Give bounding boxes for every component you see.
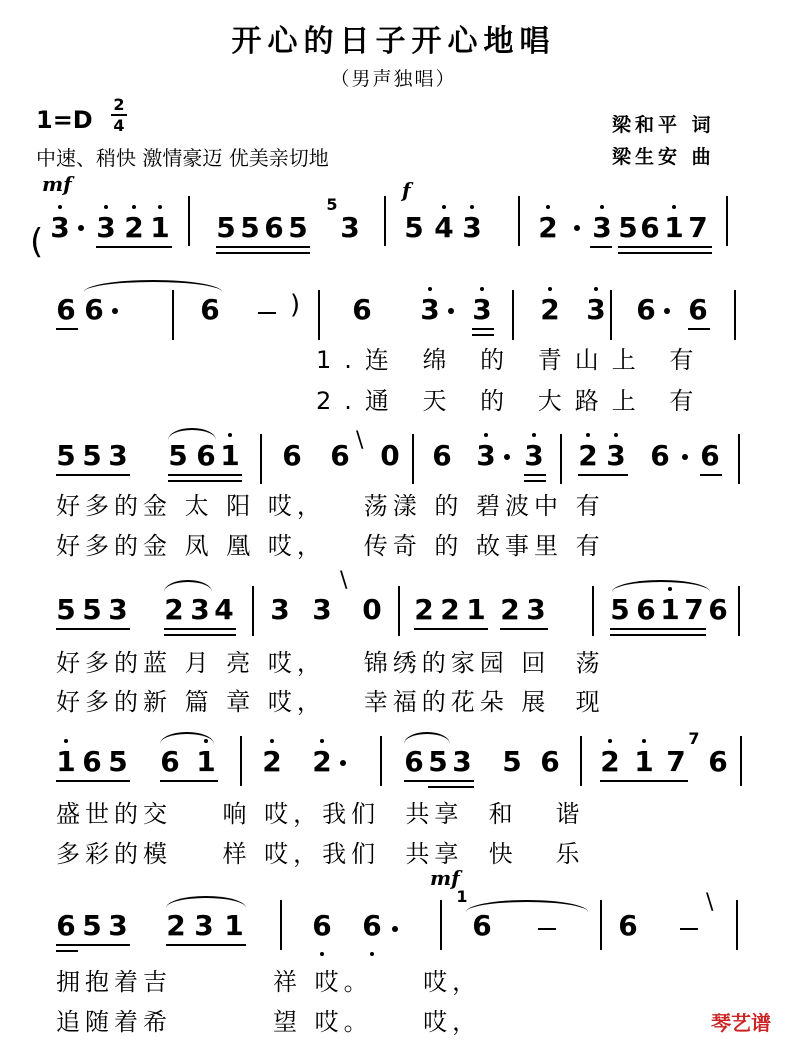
note: 5 xyxy=(108,745,128,778)
lyrics-row5-verse2: 多彩的模 样 哎，我们 共享 快 乐 xyxy=(56,840,585,868)
note: 5 xyxy=(610,593,630,626)
note: 3 xyxy=(592,211,612,244)
note: 6 xyxy=(700,439,720,472)
beam-underline xyxy=(610,628,706,630)
barline xyxy=(736,900,738,950)
note: 3 xyxy=(270,593,290,626)
note: 2 xyxy=(538,211,558,244)
note: 6 xyxy=(688,293,708,326)
note: 6 xyxy=(200,293,220,326)
barline xyxy=(580,736,582,786)
note: 1 xyxy=(660,593,680,626)
note: 1 xyxy=(150,211,170,244)
slur xyxy=(84,280,222,292)
note: 6 xyxy=(472,909,492,942)
beam-underline xyxy=(610,634,706,636)
dynamic-mf: mf xyxy=(42,172,72,196)
note: 6 xyxy=(160,745,180,778)
beam-underline xyxy=(216,246,310,248)
beam-underline xyxy=(56,950,78,952)
song-title: 开心的日子开心地唱 xyxy=(231,24,556,59)
beam-underline xyxy=(56,780,130,782)
slur xyxy=(164,580,212,592)
note: 6 xyxy=(196,439,216,472)
note: 5 xyxy=(288,211,308,244)
barline xyxy=(384,196,386,246)
lyrics-row4-verse2: 好多的新 篇 章 哎， 幸福的花朵 展 现 xyxy=(56,688,605,716)
note: 6 xyxy=(56,293,76,326)
note: 3 xyxy=(524,439,544,472)
augmentation-dot xyxy=(448,308,454,314)
note: 1 xyxy=(466,593,486,626)
breath-mark: \ xyxy=(356,428,364,453)
beam-underline xyxy=(472,328,494,330)
time-sig-top: 2 xyxy=(113,95,125,114)
note: 6 xyxy=(636,593,656,626)
barline xyxy=(738,586,740,636)
beam-underline xyxy=(160,780,218,782)
beam-underline xyxy=(700,474,722,476)
beam-underline xyxy=(164,634,236,636)
barline xyxy=(512,290,514,340)
note: 5 xyxy=(240,211,260,244)
barline xyxy=(280,900,282,950)
lyrics-row3-verse2: 好多的金 凤 凰 哎， 传奇 的 故事里 有 xyxy=(56,532,605,560)
augmentation-dot xyxy=(78,225,84,231)
note: 2 xyxy=(440,593,460,626)
note: 6 xyxy=(404,745,424,778)
note: 0 xyxy=(362,593,382,626)
time-sig-bottom: 4 xyxy=(113,116,125,135)
note: 4 xyxy=(214,593,234,626)
note: 6 xyxy=(618,909,638,942)
note: 3 xyxy=(452,745,472,778)
note: 7 xyxy=(666,745,686,778)
barline xyxy=(240,736,242,786)
beam-underline xyxy=(414,628,488,630)
dash xyxy=(538,928,556,930)
note: 3 xyxy=(586,293,606,326)
note: 6 xyxy=(282,439,302,472)
note: 5 xyxy=(168,439,188,472)
beam-underline xyxy=(618,252,712,254)
note: 5 xyxy=(56,439,76,472)
song-subtitle: （男声独唱） xyxy=(330,68,457,90)
breath-mark: \ xyxy=(706,890,714,915)
note: 3 xyxy=(108,439,128,472)
note: 6 xyxy=(650,439,670,472)
note: 7 xyxy=(684,593,704,626)
note: 6 xyxy=(84,293,104,326)
note: 1 xyxy=(220,439,240,472)
augmentation-dot xyxy=(504,454,510,460)
note: 2 xyxy=(166,909,186,942)
note: 6 xyxy=(352,293,372,326)
note: 2 xyxy=(414,593,434,626)
site-logo: 琴艺谱 xyxy=(711,1011,771,1035)
slur xyxy=(166,896,246,908)
barline xyxy=(412,434,414,484)
dash xyxy=(258,312,276,314)
close-paren: ) xyxy=(290,290,301,320)
beam-underline xyxy=(472,334,494,336)
open-paren: ( xyxy=(30,222,44,262)
lyrics-row5-verse1: 盛世的交 响 哎，我们 共享 和 谐 xyxy=(56,800,585,828)
note: 2 xyxy=(600,745,620,778)
breath-mark: \ xyxy=(340,568,348,593)
note: 1 xyxy=(56,745,76,778)
beam-underline xyxy=(56,628,130,630)
barline xyxy=(260,434,262,484)
note: 3 xyxy=(108,909,128,942)
beam-underline xyxy=(524,480,546,482)
lyrics-row4-verse1: 好多的蓝 月 亮 哎， 锦绣的家园 回 荡 xyxy=(56,649,605,677)
barline xyxy=(172,290,174,340)
dynamic-f: f xyxy=(402,178,411,202)
note: 2 xyxy=(578,439,598,472)
barline xyxy=(560,434,562,484)
note: 2 xyxy=(500,593,520,626)
note: 5 xyxy=(428,745,448,778)
note: 6 xyxy=(432,439,452,472)
note: 6 xyxy=(82,745,102,778)
note: 2 xyxy=(262,745,282,778)
note: 6 xyxy=(330,439,350,472)
note: 6 xyxy=(708,745,728,778)
beam-underline xyxy=(164,628,236,630)
note: 2 xyxy=(124,211,144,244)
barline xyxy=(738,434,740,484)
grace-note: 5 xyxy=(326,195,338,214)
beam-underline xyxy=(688,328,710,330)
beam-underline xyxy=(166,944,246,946)
augmentation-dot xyxy=(574,225,580,231)
note: 5 xyxy=(502,745,522,778)
lyrics-row6-verse2: 追随着希 望 哎。 哎， xyxy=(56,1008,482,1036)
note: 1 xyxy=(664,211,684,244)
dash xyxy=(680,928,698,930)
composer-credit: 梁生安 曲 xyxy=(612,146,715,168)
slur xyxy=(612,580,710,592)
barline xyxy=(726,196,728,246)
beam-underline xyxy=(578,474,628,476)
dynamic-mf-2: mf xyxy=(430,866,460,890)
note: 1 xyxy=(196,745,216,778)
barline xyxy=(600,900,602,950)
lyrics-row2-verse2: 2.通 天 的 大路上 有 xyxy=(316,387,707,415)
note: 1 xyxy=(224,909,244,942)
note: 3 xyxy=(462,211,482,244)
time-signature xyxy=(111,96,127,134)
note: 3 xyxy=(476,439,496,472)
note: 6 xyxy=(56,909,76,942)
note: 6 xyxy=(636,293,656,326)
beam-underline xyxy=(404,780,474,782)
augmentation-dot xyxy=(682,454,688,460)
note: 5 xyxy=(404,211,424,244)
note: 3 xyxy=(606,439,626,472)
note: 3 xyxy=(312,593,332,626)
note: 3 xyxy=(340,211,360,244)
beam-underline xyxy=(56,944,130,946)
barline xyxy=(318,290,320,340)
slur xyxy=(160,732,214,744)
barline xyxy=(734,290,736,340)
slur xyxy=(404,732,450,744)
beam-underline xyxy=(618,246,712,248)
barline xyxy=(398,586,400,636)
note: 5 xyxy=(216,211,236,244)
note: 5 xyxy=(618,211,638,244)
lyricist-credit: 梁和平 词 xyxy=(612,114,715,136)
barline xyxy=(518,196,520,246)
beam-underline xyxy=(590,246,612,248)
note: 3 xyxy=(526,593,546,626)
barline xyxy=(740,736,742,786)
barline xyxy=(592,586,594,636)
note: 2 xyxy=(164,593,184,626)
slur xyxy=(466,900,588,912)
note: 5 xyxy=(82,909,102,942)
beam-underline xyxy=(216,252,310,254)
barline xyxy=(440,900,442,950)
note: 7 xyxy=(688,211,708,244)
augmentation-dot xyxy=(392,926,398,932)
beam-underline xyxy=(428,786,474,788)
note: 5 xyxy=(82,593,102,626)
note: 6 xyxy=(362,909,382,942)
lyrics-row6-verse1: 拥抱着吉 祥 哎。 哎， xyxy=(56,968,482,996)
note: 2 xyxy=(540,293,560,326)
beam-underline xyxy=(600,780,688,782)
note: 3 xyxy=(108,593,128,626)
augmentation-dot xyxy=(112,308,118,314)
note: 6 xyxy=(540,745,560,778)
note: 3 xyxy=(190,593,210,626)
note: 4 xyxy=(434,211,454,244)
augmentation-dot xyxy=(664,308,670,314)
beam-underline xyxy=(56,474,130,476)
barline xyxy=(188,196,190,246)
note: 3 xyxy=(96,211,116,244)
grace-note: 7 xyxy=(688,729,700,748)
beam-underline xyxy=(56,328,78,330)
augmentation-dot xyxy=(340,760,346,766)
beam-underline xyxy=(500,628,548,630)
note: 5 xyxy=(82,439,102,472)
beam-underline xyxy=(168,480,242,482)
note: 6 xyxy=(264,211,284,244)
note: 3 xyxy=(420,293,440,326)
note: 0 xyxy=(380,439,400,472)
note: 3 xyxy=(472,293,492,326)
note: 6 xyxy=(312,909,332,942)
barline xyxy=(610,290,612,340)
beam-underline xyxy=(126,246,172,248)
note: 1 xyxy=(634,745,654,778)
beam-underline xyxy=(524,474,546,476)
lyrics-row2-verse1: 1.连 绵 的 青山上 有 xyxy=(316,346,707,374)
note: 5 xyxy=(56,593,76,626)
lyrics-row3-verse1: 好多的金 太 阳 哎， 荡漾 的 碧波中 有 xyxy=(56,492,605,520)
grace-note: 1 xyxy=(456,887,468,906)
barline xyxy=(380,736,382,786)
note: 6 xyxy=(640,211,660,244)
barline xyxy=(252,586,254,636)
slur xyxy=(168,428,216,440)
beam-underline xyxy=(168,474,242,476)
tempo-marking: 中速、稍快 激情豪迈 优美亲切地 xyxy=(36,146,329,170)
key-signature: 1=D xyxy=(36,106,93,134)
note: 3 xyxy=(50,211,70,244)
note: 6 xyxy=(708,593,728,626)
note: 3 xyxy=(194,909,214,942)
note: 2 xyxy=(312,745,332,778)
